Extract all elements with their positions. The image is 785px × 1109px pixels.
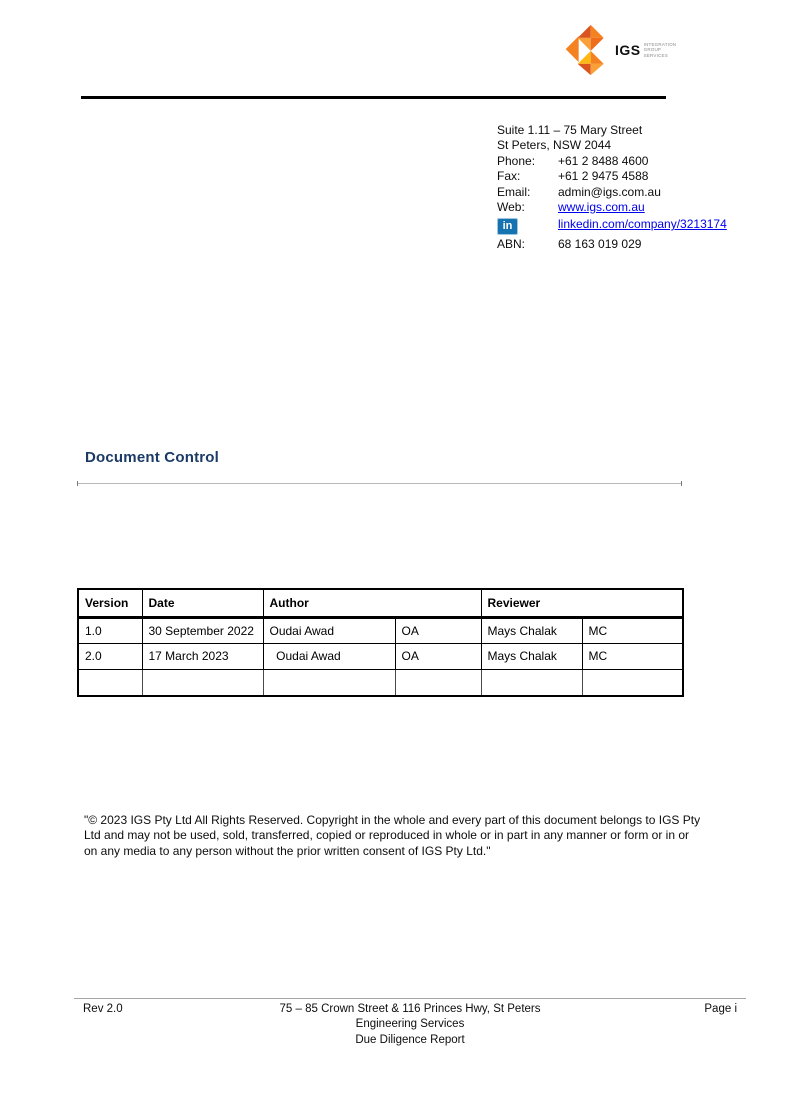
cell-author-initials: OA [395,643,481,669]
column-header-version: Version [78,589,142,617]
address-line-2: St Peters, NSW 2044 [497,138,612,153]
logo-tagline-line2: GROUP [643,47,662,53]
cell-author-initials [395,669,481,696]
cell-author-initials: OA [395,617,481,643]
email-label: Email: [497,184,531,199]
igs-logo-mark-icon [562,24,612,76]
footer-revision: Rev 2.0 [83,1003,123,1015]
footer-page-number: Page i [704,1003,737,1015]
igs-logo-text: IGS [615,42,641,58]
footer-report-title: Due Diligence Report [355,1033,465,1046]
fax-label: Fax: [497,169,521,184]
column-header-reviewer: Reviewer [481,589,683,617]
table-header-row [78,589,683,617]
abn-label: ABN: [497,237,526,252]
page-footer [74,998,746,1048]
logo-tagline-line1: INTEGRATION [643,42,677,48]
cell-reviewer: Mays Chalak [481,617,582,643]
cell-reviewer: Mays Chalak [481,643,582,669]
column-header-date: Date [142,589,263,617]
website-link[interactable]: www.igs.com.au [558,200,645,215]
cell-version [78,669,142,696]
abn-row [497,237,757,252]
linkedin-link[interactable]: linkedin.com/company/3213174 [558,217,727,232]
footer-service-line: Engineering Services [355,1018,465,1031]
linkedin-icon[interactable]: in [497,218,518,235]
address-line-1: Suite 1.11 – 75 Mary Street [497,123,643,137]
cell-reviewer-initials: MC [582,643,683,669]
cell-version: 2.0 [78,643,142,669]
document-control-table [77,588,684,697]
footer-center [224,1002,596,1048]
cell-date [142,669,263,696]
cell-version: 1.0 [78,617,142,643]
table-row [78,643,683,669]
web-row [497,200,757,215]
phone-value: +61 2 8488 4600 [558,153,649,168]
logo-tagline-line3: SERVICES [643,52,668,58]
contact-block [497,123,757,253]
cell-reviewer-initials [582,669,683,696]
fax-row [497,169,757,184]
footer-project-address: 75 – 85 Crown Street & 116 Princes Hwy, St Peters [279,1003,541,1015]
header-rule [81,96,666,99]
cell-reviewer [481,669,582,696]
cell-date: 17 March 2023 [142,643,263,669]
section-title-document-control: Document Control [85,449,220,466]
table-row [78,617,683,643]
igs-logo [562,24,677,76]
cell-author [263,669,395,696]
cell-date: 30 September 2022 [142,617,263,643]
column-header-author: Author [263,589,481,617]
abn-value: 68 163 019 029 [558,237,642,252]
email-value: admin@igs.com.au [558,184,661,199]
table-row-empty [78,669,683,696]
web-label: Web: [497,200,525,215]
cell-author: Oudai Awad [263,617,395,643]
cell-author: Oudai Awad [263,643,395,669]
phone-row [497,154,757,169]
igs-logo-tagline [644,42,677,58]
cell-reviewer-initials: MC [582,617,683,643]
email-row [497,185,757,200]
fax-value: +61 2 9475 4588 [558,169,649,184]
section-rule [77,483,682,484]
phone-label: Phone: [497,153,536,168]
copyright-notice: "© 2023 IGS Pty Ltd All Rights Reserved. Copyright in the whole and every part of this document belongs to IGS Pty Ltd and may not be used, sold, transferred, copied or reproduced in whole or in part in any manner or form or in or on any media to any person without the prior written consent of IGS Pty Ltd." [84,813,701,858]
linkedin-row [497,217,757,237]
